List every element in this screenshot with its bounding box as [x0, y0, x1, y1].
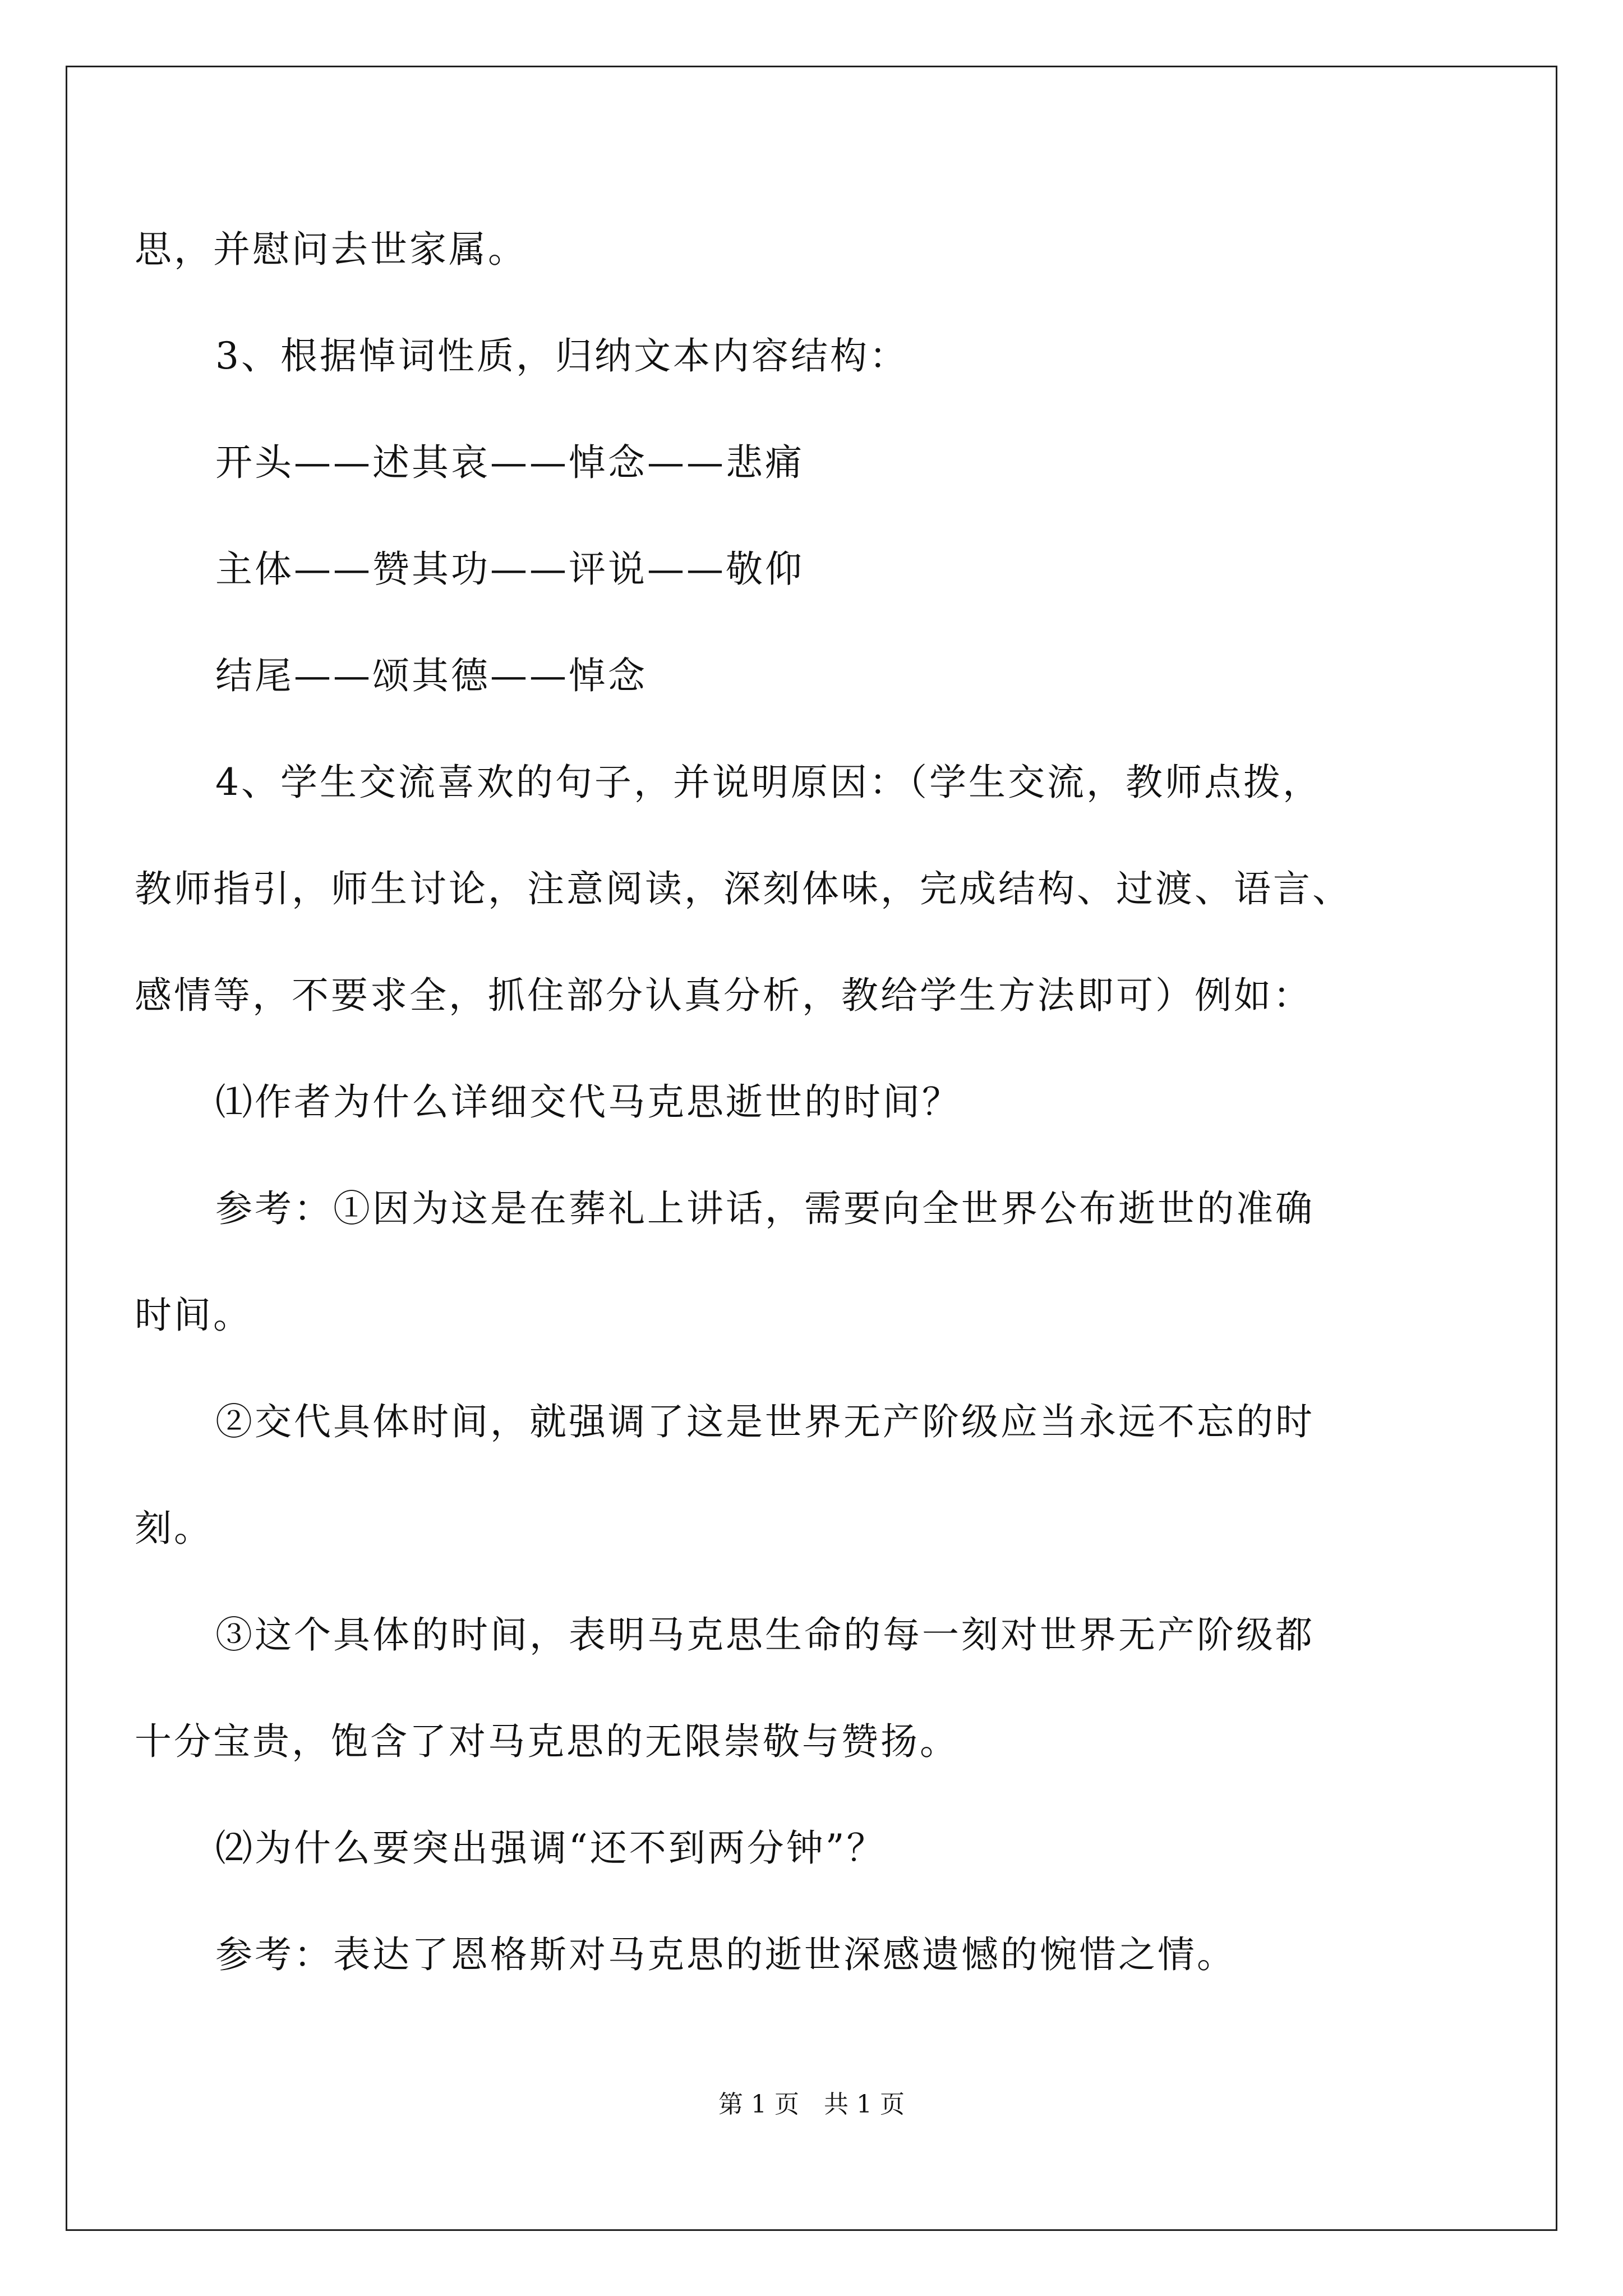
text-line: 参考：①因为这是在葬礼上讲话，需要向全世界公布逝世的准确: [215, 1187, 1315, 1230]
text-line: 十分宝贵，饱含了对马克思的无限崇敬与赞扬。: [135, 1720, 959, 1763]
text-line: 思，并慰问去世家属。: [135, 228, 527, 271]
text-line: ②交代具体时间，就强调了这是世界无产阶级应当永远不忘的时: [215, 1400, 1315, 1443]
text-line: ⑴作者为什么详细交代马克思逝世的时间？: [215, 1080, 961, 1124]
text-line: 主体——赞其功——评说——敬仰: [215, 547, 804, 591]
text-line: 感情等，不要求全，抓住部分认真分析，教给学生方法即可）例如：: [135, 974, 1312, 1017]
text-line: 结尾——颂其德——悼念: [215, 654, 647, 697]
page-footer: 第 1 页 共 1 页: [718, 2090, 905, 2119]
text-line: 3、根据悼词性质，归纳文本内容结构：: [215, 334, 909, 378]
text-line: 开头——述其哀——悼念——悲痛: [215, 441, 804, 484]
text-line: 时间。: [135, 1294, 252, 1337]
page-border: [66, 66, 1557, 2231]
text-line: ⑵为什么要突出强调“还不到两分钟”？: [215, 1826, 886, 1870]
text-line: 4、学生交流喜欢的句子，并说明原因：（学生交流，教师点拨，: [215, 761, 1322, 804]
text-line: 参考：表达了恩格斯对马克思的逝世深感遗憾的惋惜之情。: [215, 1933, 1236, 1976]
text-line: 教师指引，师生讨论，注意阅读，深刻体味，完成结构、过渡、语言、: [135, 867, 1352, 910]
text-line: ③这个具体的时间，表明马克思生命的每一刻对世界无产阶级都: [215, 1613, 1315, 1657]
text-line: 刻。: [135, 1507, 213, 1550]
